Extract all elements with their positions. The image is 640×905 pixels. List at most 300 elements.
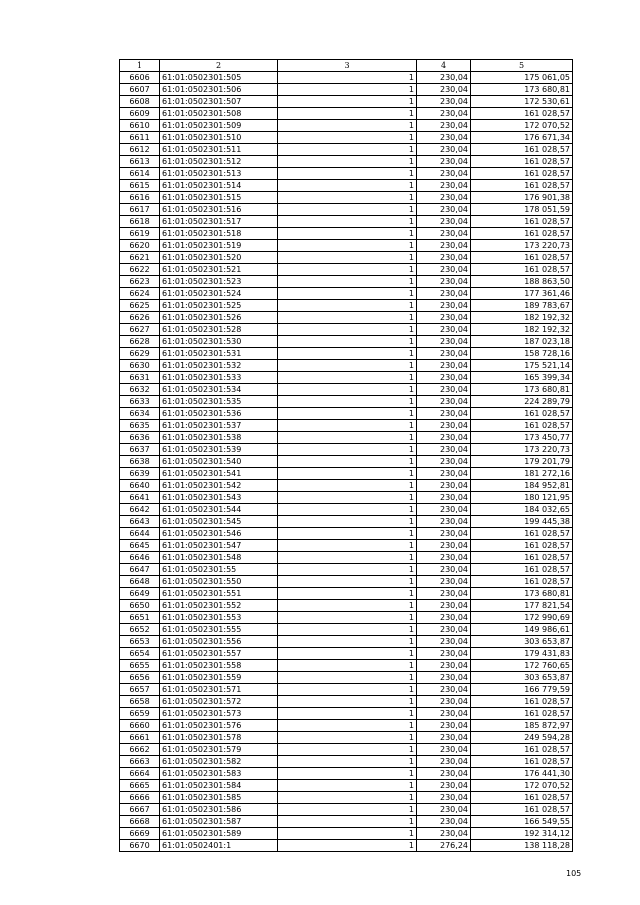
table-row xyxy=(120,180,573,192)
value-cell: 165 399,34 xyxy=(471,372,573,384)
table-row xyxy=(120,636,573,648)
table-row xyxy=(120,600,573,612)
table-row xyxy=(120,684,573,696)
table-row xyxy=(120,300,573,312)
quantity-cell: 1 xyxy=(278,288,417,300)
table-row xyxy=(120,480,573,492)
area-cell: 230,04 xyxy=(417,312,471,324)
row-number-cell: 6650 xyxy=(120,600,160,612)
table-row xyxy=(120,228,573,240)
value-cell: 184 032,65 xyxy=(471,504,573,516)
cadastral-number-cell: 61:01:0502301:551 xyxy=(160,588,278,600)
cadastral-number-cell: 61:01:0502301:555 xyxy=(160,624,278,636)
area-cell: 230,04 xyxy=(417,216,471,228)
cadastral-number-cell: 61:01:0502301:559 xyxy=(160,672,278,684)
table-row xyxy=(120,324,573,336)
value-cell: 176 671,34 xyxy=(471,132,573,144)
area-cell: 230,04 xyxy=(417,744,471,756)
row-number-cell: 6611 xyxy=(120,132,160,144)
area-cell: 230,04 xyxy=(417,408,471,420)
cadastral-number-cell: 61:01:0502301:556 xyxy=(160,636,278,648)
cadastral-number-cell: 61:01:0502301:520 xyxy=(160,252,278,264)
row-number-cell: 6607 xyxy=(120,84,160,96)
area-cell: 230,04 xyxy=(417,720,471,732)
cadastral-number-cell: 61:01:0502301:545 xyxy=(160,516,278,528)
cadastral-number-cell: 61:01:0502301:584 xyxy=(160,780,278,792)
value-cell: 180 121,95 xyxy=(471,492,573,504)
quantity-cell: 1 xyxy=(278,84,417,96)
table-row xyxy=(120,264,573,276)
area-cell: 230,04 xyxy=(417,396,471,408)
cadastral-number-cell: 61:01:0502301:541 xyxy=(160,468,278,480)
area-cell: 230,04 xyxy=(417,264,471,276)
quantity-cell: 1 xyxy=(278,516,417,528)
area-cell: 230,04 xyxy=(417,180,471,192)
value-cell: 173 680,81 xyxy=(471,588,573,600)
table-row xyxy=(120,96,573,108)
quantity-cell: 1 xyxy=(278,840,417,852)
area-cell: 230,04 xyxy=(417,132,471,144)
quantity-cell: 1 xyxy=(278,576,417,588)
cadastral-number-cell: 61:01:0502301:578 xyxy=(160,732,278,744)
cadastral-number-cell: 61:01:0502301:544 xyxy=(160,504,278,516)
value-cell: 176 441,30 xyxy=(471,768,573,780)
quantity-cell: 1 xyxy=(278,432,417,444)
table-body xyxy=(120,72,573,852)
value-cell: 166 549,55 xyxy=(471,816,573,828)
value-cell: 176 901,38 xyxy=(471,192,573,204)
row-number-cell: 6645 xyxy=(120,540,160,552)
area-cell: 230,04 xyxy=(417,588,471,600)
row-number-cell: 6660 xyxy=(120,720,160,732)
quantity-cell: 1 xyxy=(278,636,417,648)
table-row xyxy=(120,384,573,396)
quantity-cell: 1 xyxy=(278,624,417,636)
cadastral-number-cell: 61:01:0502301:515 xyxy=(160,192,278,204)
quantity-cell: 1 xyxy=(278,204,417,216)
cadastral-number-cell: 61:01:0502301:509 xyxy=(160,120,278,132)
area-cell: 230,04 xyxy=(417,348,471,360)
table-row xyxy=(120,204,573,216)
value-cell: 161 028,57 xyxy=(471,156,573,168)
table-row xyxy=(120,780,573,792)
value-cell: 185 872,97 xyxy=(471,720,573,732)
quantity-cell: 1 xyxy=(278,468,417,480)
value-cell: 161 028,57 xyxy=(471,216,573,228)
quantity-cell: 1 xyxy=(278,228,417,240)
area-cell: 230,04 xyxy=(417,276,471,288)
value-cell: 177 821,54 xyxy=(471,600,573,612)
value-cell: 199 445,38 xyxy=(471,516,573,528)
quantity-cell: 1 xyxy=(278,300,417,312)
row-number-cell: 6608 xyxy=(120,96,160,108)
row-number-cell: 6649 xyxy=(120,588,160,600)
cadastral-number-cell: 61:01:0502301:511 xyxy=(160,144,278,156)
row-number-cell: 6622 xyxy=(120,264,160,276)
table-row xyxy=(120,516,573,528)
table-row xyxy=(120,348,573,360)
cadastral-number-cell: 61:01:0502301:582 xyxy=(160,756,278,768)
area-cell: 230,04 xyxy=(417,780,471,792)
area-cell: 230,04 xyxy=(417,420,471,432)
cadastral-number-cell: 61:01:0502301:558 xyxy=(160,660,278,672)
cadastral-number-cell: 61:01:0502301:552 xyxy=(160,600,278,612)
table-row xyxy=(120,288,573,300)
area-cell: 230,04 xyxy=(417,516,471,528)
area-cell: 230,04 xyxy=(417,288,471,300)
value-cell: 172 070,52 xyxy=(471,120,573,132)
row-number-cell: 6670 xyxy=(120,840,160,852)
row-number-cell: 6620 xyxy=(120,240,160,252)
value-cell: 181 272,16 xyxy=(471,468,573,480)
table-row xyxy=(120,336,573,348)
table-row xyxy=(120,696,573,708)
table-row xyxy=(120,156,573,168)
table-row xyxy=(120,252,573,264)
cadastral-number-cell: 61:01:0502301:538 xyxy=(160,432,278,444)
row-number-cell: 6631 xyxy=(120,372,160,384)
area-cell: 230,04 xyxy=(417,444,471,456)
cadastral-number-cell: 61:01:0502301:508 xyxy=(160,108,278,120)
quantity-cell: 1 xyxy=(278,360,417,372)
row-number-cell: 6638 xyxy=(120,456,160,468)
value-cell: 172 760,65 xyxy=(471,660,573,672)
row-number-cell: 6619 xyxy=(120,228,160,240)
row-number-cell: 6651 xyxy=(120,612,160,624)
row-number-cell: 6661 xyxy=(120,732,160,744)
row-number-cell: 6665 xyxy=(120,780,160,792)
row-number-cell: 6625 xyxy=(120,300,160,312)
table-row xyxy=(120,420,573,432)
quantity-cell: 1 xyxy=(278,72,417,84)
table-row xyxy=(120,360,573,372)
area-cell: 230,04 xyxy=(417,372,471,384)
area-cell: 230,04 xyxy=(417,768,471,780)
area-cell: 230,04 xyxy=(417,456,471,468)
area-cell: 230,04 xyxy=(417,192,471,204)
quantity-cell: 1 xyxy=(278,192,417,204)
table-row xyxy=(120,504,573,516)
quantity-cell: 1 xyxy=(278,660,417,672)
quantity-cell: 1 xyxy=(278,348,417,360)
table-row xyxy=(120,444,573,456)
quantity-cell: 1 xyxy=(278,672,417,684)
cadastral-number-cell: 61:01:0502301:553 xyxy=(160,612,278,624)
cadastral-number-cell: 61:01:0502301:55 xyxy=(160,564,278,576)
value-cell: 249 594,28 xyxy=(471,732,573,744)
row-number-cell: 6654 xyxy=(120,648,160,660)
area-cell: 230,04 xyxy=(417,636,471,648)
cadastral-number-cell: 61:01:0502301:524 xyxy=(160,288,278,300)
table-row xyxy=(120,576,573,588)
table-row xyxy=(120,672,573,684)
table-row xyxy=(120,840,573,852)
area-cell: 230,04 xyxy=(417,696,471,708)
table-row xyxy=(120,756,573,768)
value-cell: 161 028,57 xyxy=(471,564,573,576)
cadastral-number-cell: 61:01:0502301:512 xyxy=(160,156,278,168)
row-number-cell: 6669 xyxy=(120,828,160,840)
row-number-cell: 6640 xyxy=(120,480,160,492)
value-cell: 149 986,61 xyxy=(471,624,573,636)
table-row xyxy=(120,144,573,156)
row-number-cell: 6614 xyxy=(120,168,160,180)
area-cell: 230,04 xyxy=(417,252,471,264)
area-cell: 230,04 xyxy=(417,156,471,168)
row-number-cell: 6668 xyxy=(120,816,160,828)
quantity-cell: 1 xyxy=(278,480,417,492)
quantity-cell: 1 xyxy=(278,708,417,720)
quantity-cell: 1 xyxy=(278,504,417,516)
cadastral-number-cell: 61:01:0502301:548 xyxy=(160,552,278,564)
quantity-cell: 1 xyxy=(278,648,417,660)
quantity-cell: 1 xyxy=(278,744,417,756)
value-cell: 161 028,57 xyxy=(471,552,573,564)
value-cell: 161 028,57 xyxy=(471,792,573,804)
quantity-cell: 1 xyxy=(278,612,417,624)
cadastral-number-cell: 61:01:0502301:533 xyxy=(160,372,278,384)
cadastral-number-cell: 61:01:0502301:589 xyxy=(160,828,278,840)
table-row xyxy=(120,552,573,564)
table-row xyxy=(120,372,573,384)
value-cell: 161 028,57 xyxy=(471,756,573,768)
area-cell: 230,04 xyxy=(417,144,471,156)
quantity-cell: 1 xyxy=(278,792,417,804)
table-row xyxy=(120,132,573,144)
cadastral-number-cell: 61:01:0502301:546 xyxy=(160,528,278,540)
row-number-cell: 6643 xyxy=(120,516,160,528)
cadastral-number-cell: 61:01:0502301:550 xyxy=(160,576,278,588)
table-row xyxy=(120,828,573,840)
cadastral-number-cell: 61:01:0502301:535 xyxy=(160,396,278,408)
table-row xyxy=(120,588,573,600)
value-cell: 179 431,83 xyxy=(471,648,573,660)
table-row xyxy=(120,192,573,204)
cadastral-number-cell: 61:01:0502301:521 xyxy=(160,264,278,276)
value-cell: 161 028,57 xyxy=(471,540,573,552)
quantity-cell: 1 xyxy=(278,684,417,696)
row-number-cell: 6616 xyxy=(120,192,160,204)
cadastral-number-cell: 61:01:0502301:543 xyxy=(160,492,278,504)
area-cell: 230,04 xyxy=(417,660,471,672)
cadastral-number-cell: 61:01:0502301:514 xyxy=(160,180,278,192)
row-number-cell: 6621 xyxy=(120,252,160,264)
row-number-cell: 6653 xyxy=(120,636,160,648)
cadastral-number-cell: 61:01:0502301:576 xyxy=(160,720,278,732)
row-number-cell: 6610 xyxy=(120,120,160,132)
area-cell: 230,04 xyxy=(417,96,471,108)
cadastral-number-cell: 61:01:0502301:540 xyxy=(160,456,278,468)
table-row xyxy=(120,276,573,288)
quantity-cell: 1 xyxy=(278,696,417,708)
table-row xyxy=(120,540,573,552)
area-cell: 230,04 xyxy=(417,648,471,660)
value-cell: 182 192,32 xyxy=(471,324,573,336)
value-cell: 192 314,12 xyxy=(471,828,573,840)
quantity-cell: 1 xyxy=(278,108,417,120)
value-cell: 175 061,05 xyxy=(471,72,573,84)
table-row xyxy=(120,768,573,780)
cadastral-number-cell: 61:01:0502301:573 xyxy=(160,708,278,720)
row-number-cell: 6664 xyxy=(120,768,160,780)
cadastral-number-cell: 61:01:0502301:587 xyxy=(160,816,278,828)
value-cell: 188 863,50 xyxy=(471,276,573,288)
cadastral-number-cell: 61:01:0502401:1 xyxy=(160,840,278,852)
area-cell: 230,04 xyxy=(417,600,471,612)
row-number-cell: 6652 xyxy=(120,624,160,636)
column-header-1: 1 xyxy=(120,60,160,72)
value-cell: 161 028,57 xyxy=(471,696,573,708)
row-number-cell: 6655 xyxy=(120,660,160,672)
area-cell: 230,04 xyxy=(417,732,471,744)
area-cell: 230,04 xyxy=(417,504,471,516)
cadastral-number-cell: 61:01:0502301:505 xyxy=(160,72,278,84)
value-cell: 189 783,67 xyxy=(471,300,573,312)
quantity-cell: 1 xyxy=(278,336,417,348)
row-number-cell: 6667 xyxy=(120,804,160,816)
table-row xyxy=(120,72,573,84)
table-row xyxy=(120,528,573,540)
row-number-cell: 6662 xyxy=(120,744,160,756)
quantity-cell: 1 xyxy=(278,264,417,276)
quantity-cell: 1 xyxy=(278,720,417,732)
row-number-cell: 6659 xyxy=(120,708,160,720)
table-row xyxy=(120,240,573,252)
value-cell: 161 028,57 xyxy=(471,528,573,540)
cadastral-number-cell: 61:01:0502301:547 xyxy=(160,540,278,552)
quantity-cell: 1 xyxy=(278,780,417,792)
row-number-cell: 6629 xyxy=(120,348,160,360)
area-cell: 230,04 xyxy=(417,804,471,816)
table-row xyxy=(120,468,573,480)
quantity-cell: 1 xyxy=(278,396,417,408)
area-cell: 230,04 xyxy=(417,708,471,720)
row-number-cell: 6658 xyxy=(120,696,160,708)
value-cell: 161 028,57 xyxy=(471,180,573,192)
quantity-cell: 1 xyxy=(278,132,417,144)
area-cell: 230,04 xyxy=(417,540,471,552)
column-header-4: 4 xyxy=(417,60,471,72)
area-cell: 230,04 xyxy=(417,384,471,396)
cadastral-number-cell: 61:01:0502301:513 xyxy=(160,168,278,180)
area-cell: 230,04 xyxy=(417,624,471,636)
table-row xyxy=(120,660,573,672)
value-cell: 179 201,79 xyxy=(471,456,573,468)
table-row xyxy=(120,816,573,828)
cadastral-number-cell: 61:01:0502301:517 xyxy=(160,216,278,228)
table-row xyxy=(120,408,573,420)
table-row xyxy=(120,216,573,228)
area-cell: 276,24 xyxy=(417,840,471,852)
row-number-cell: 6633 xyxy=(120,396,160,408)
value-cell: 177 361,46 xyxy=(471,288,573,300)
cadastral-number-cell: 61:01:0502301:585 xyxy=(160,792,278,804)
row-number-cell: 6642 xyxy=(120,504,160,516)
value-cell: 303 653,87 xyxy=(471,636,573,648)
cadastral-number-cell: 61:01:0502301:519 xyxy=(160,240,278,252)
quantity-cell: 1 xyxy=(278,588,417,600)
table-row xyxy=(120,624,573,636)
row-number-cell: 6636 xyxy=(120,432,160,444)
quantity-cell: 1 xyxy=(278,552,417,564)
value-cell: 138 118,28 xyxy=(471,840,573,852)
quantity-cell: 1 xyxy=(278,804,417,816)
quantity-cell: 1 xyxy=(278,384,417,396)
cadastral-number-cell: 61:01:0502301:523 xyxy=(160,276,278,288)
area-cell: 230,04 xyxy=(417,108,471,120)
row-number-cell: 6632 xyxy=(120,384,160,396)
area-cell: 230,04 xyxy=(417,120,471,132)
quantity-cell: 1 xyxy=(278,732,417,744)
row-number-cell: 6628 xyxy=(120,336,160,348)
area-cell: 230,04 xyxy=(417,756,471,768)
area-cell: 230,04 xyxy=(417,612,471,624)
value-cell: 175 521,14 xyxy=(471,360,573,372)
cadastral-number-cell: 61:01:0502301:571 xyxy=(160,684,278,696)
value-cell: 303 653,87 xyxy=(471,672,573,684)
row-number-cell: 6635 xyxy=(120,420,160,432)
area-cell: 230,04 xyxy=(417,324,471,336)
quantity-cell: 1 xyxy=(278,564,417,576)
cadastral-number-cell: 61:01:0502301:507 xyxy=(160,96,278,108)
table-row xyxy=(120,804,573,816)
quantity-cell: 1 xyxy=(278,252,417,264)
value-cell: 173 220,73 xyxy=(471,444,573,456)
value-cell: 161 028,57 xyxy=(471,804,573,816)
area-cell: 230,04 xyxy=(417,528,471,540)
column-header-5: 5 xyxy=(471,60,573,72)
column-header-3: 3 xyxy=(278,60,417,72)
area-cell: 230,04 xyxy=(417,672,471,684)
row-number-cell: 6613 xyxy=(120,156,160,168)
value-cell: 173 450,77 xyxy=(471,432,573,444)
value-cell: 161 028,57 xyxy=(471,144,573,156)
header-row xyxy=(120,60,573,72)
cadastral-number-cell: 61:01:0502301:536 xyxy=(160,408,278,420)
area-cell: 230,04 xyxy=(417,828,471,840)
cadastral-number-cell: 61:01:0502301:542 xyxy=(160,480,278,492)
row-number-cell: 6609 xyxy=(120,108,160,120)
value-cell: 178 051,59 xyxy=(471,204,573,216)
row-number-cell: 6612 xyxy=(120,144,160,156)
value-cell: 172 990,69 xyxy=(471,612,573,624)
area-cell: 230,04 xyxy=(417,432,471,444)
value-cell: 182 192,32 xyxy=(471,312,573,324)
quantity-cell: 1 xyxy=(278,240,417,252)
quantity-cell: 1 xyxy=(278,408,417,420)
value-cell: 161 028,57 xyxy=(471,708,573,720)
cadastral-number-cell: 61:01:0502301:510 xyxy=(160,132,278,144)
area-cell: 230,04 xyxy=(417,72,471,84)
value-cell: 161 028,57 xyxy=(471,744,573,756)
quantity-cell: 1 xyxy=(278,180,417,192)
area-cell: 230,04 xyxy=(417,816,471,828)
table-row xyxy=(120,648,573,660)
value-cell: 161 028,57 xyxy=(471,408,573,420)
cadastral-number-cell: 61:01:0502301:506 xyxy=(160,84,278,96)
area-cell: 230,04 xyxy=(417,84,471,96)
quantity-cell: 1 xyxy=(278,420,417,432)
value-cell: 161 028,57 xyxy=(471,108,573,120)
row-number-cell: 6663 xyxy=(120,756,160,768)
cadastral-number-cell: 61:01:0502301:583 xyxy=(160,768,278,780)
cadastral-number-cell: 61:01:0502301:532 xyxy=(160,360,278,372)
cadastral-number-cell: 61:01:0502301:539 xyxy=(160,444,278,456)
cadastral-number-cell: 61:01:0502301:531 xyxy=(160,348,278,360)
row-number-cell: 6634 xyxy=(120,408,160,420)
row-number-cell: 6627 xyxy=(120,324,160,336)
quantity-cell: 1 xyxy=(278,756,417,768)
